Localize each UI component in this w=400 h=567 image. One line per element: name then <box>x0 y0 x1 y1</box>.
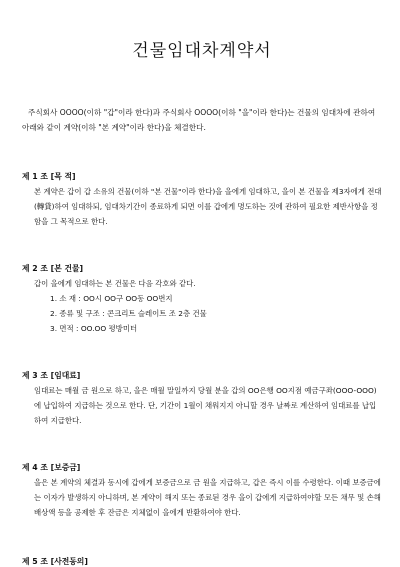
article-2-list <box>22 291 382 336</box>
list-item: 1. 소 재 : OO시 OO구 OO동 OO번지 <box>50 294 173 303</box>
article-5 <box>22 556 382 567</box>
intro-paragraph: 주식회사 OOOO(이하 "갑"이라 한다)과 주식회사 OOOO(이하 "을"이라 한다)는 건물의 임대차에 관하여 아래와 같이 계약(이하 "본 계약"이라 한다)을 체결한다. <box>22 108 376 132</box>
article-4-heading: 제 4 조 [보증금] <box>22 463 81 472</box>
article-2 <box>22 263 382 336</box>
article-5-heading: 제 5 조 [사전동의] <box>22 557 88 566</box>
article-2-body: 갑이 을에게 임대하는 본 건물은 다음 각호와 같다. <box>34 279 196 288</box>
article-3 <box>22 370 382 428</box>
article-3-heading: 제 3 조 [임대료] <box>22 371 81 380</box>
list-item: 2. 종류 및 구조 : 콘크리트 슬레이트 조 2층 건물 <box>50 309 207 318</box>
article-3-body: 임대료는 매월 금 원으로 하고, 을은 매월 말일까지 당월 분을 갑의 OO은행 OO지점 예금구좌(OOO-OOO)에 납입하여 지급하는 것으로 한다. 단, 기간이 1월이 채워지지 아니할 경우 날짜로 계산하여 임대료를 납입하여 지급한다. <box>34 386 377 425</box>
article-1-heading: 제 1 조 [목 적] <box>22 172 76 181</box>
article-4 <box>22 462 382 520</box>
document-title: 건물임대차계약서 <box>132 41 272 61</box>
article-1-body: 본 계약은 갑이 갑 소유의 건물(이하 "본 건물"이라 한다)을 을에게 임대하고, 을이 본 건물을 제3자에게 전대(轉貸)하여 임대하되, 임대차기간이 종료하게 되면 이를 갑에게 명도하는 것에 관하여 필요한 제반사항을 정함을 그 목적으로 한다. <box>34 187 382 226</box>
article-4-body: 을은 본 계약의 체결과 동시에 갑에게 보증금으로 금 원을 지급하고, 갑은 즉시 이를 수령한다. 이때 보증금에는 이자가 발생하지 아니하며, 본 계약이 해지 또는 종료된 경우 을이 갑에게 지급하여야할 모든 채무 및 손해배상액 등을 공제한 후 잔금은 지체없이 을에게 반환하여야 한다. <box>34 478 381 517</box>
list-item: 3. 면적 : OO.OO 평방미터 <box>50 324 138 333</box>
article-1 <box>22 171 382 229</box>
article-2-heading: 제 2 조 [본 건물] <box>22 264 84 273</box>
